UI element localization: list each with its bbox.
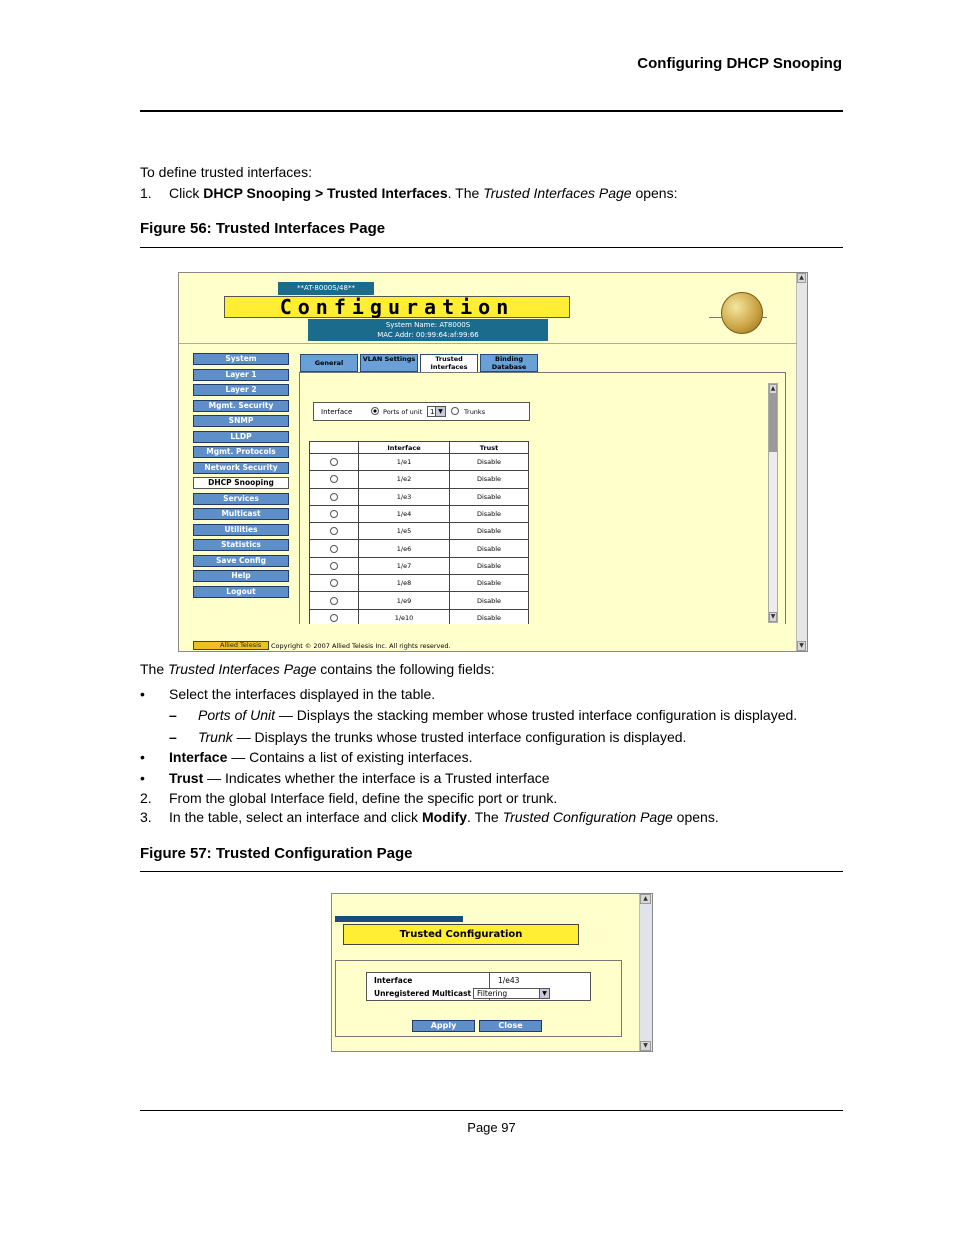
header-select	[310, 442, 359, 454]
row-trust: Disable	[450, 454, 529, 471]
title-accent-bar	[335, 916, 463, 922]
radio-unselected-icon	[330, 458, 338, 466]
menu-system[interactable]: System	[193, 353, 289, 365]
globe-logo-icon	[721, 292, 763, 334]
step-3	[140, 809, 719, 826]
header-separator	[179, 343, 797, 344]
intro-text: To define trusted interfaces:	[140, 164, 312, 180]
unit-select[interactable]	[427, 406, 446, 417]
trusted-config-form	[366, 972, 591, 1001]
row-interface: 1/e1	[359, 454, 450, 471]
table-clip	[299, 624, 786, 640]
ports-of-unit-label: Ports of unit	[383, 408, 423, 416]
interface-value: 1/e43	[498, 976, 520, 985]
bullet-2	[140, 749, 473, 766]
table-row	[310, 592, 529, 609]
bullet-1-text: Select the interfaces displayed in the table.	[169, 686, 436, 702]
menu-dhcp-snooping[interactable]: DHCP Snooping	[193, 477, 289, 489]
row-trust: Disable	[450, 609, 529, 626]
row-interface: 1/e10	[359, 609, 450, 626]
row-trust: Disable	[450, 523, 529, 540]
row-radio[interactable]	[310, 575, 359, 592]
ports-of-unit-radio[interactable]	[371, 407, 379, 415]
radio-unselected-icon	[330, 510, 338, 518]
trusted-configuration-screenshot	[331, 893, 653, 1052]
inner-scrollbar[interactable]	[768, 383, 778, 623]
table-row	[310, 557, 529, 574]
step-number: 2.	[140, 790, 152, 806]
row-radio[interactable]	[310, 592, 359, 609]
menu-mgmt-security[interactable]: Mgmt. Security	[193, 400, 289, 412]
radio-unselected-icon	[330, 614, 338, 622]
multicast-value: Filtering	[477, 989, 508, 998]
step-1	[140, 185, 678, 202]
menu-statistics[interactable]: Statistics	[193, 539, 289, 551]
radio-unselected-icon	[330, 545, 338, 553]
bullet-3	[140, 770, 550, 787]
bullet-1	[140, 686, 436, 703]
row-radio[interactable]	[310, 488, 359, 505]
trusted-interfaces-screenshot	[178, 272, 808, 652]
bullet-2-text: Interface — Contains a list of existing interfaces.	[169, 749, 473, 765]
menu-mgmt-protocols[interactable]: Mgmt. Protocols	[193, 446, 289, 458]
step-1-text: Click DHCP Snooping > Trusted Interfaces. The Trusted Interfaces Page opens:	[169, 185, 678, 201]
radio-unselected-icon	[451, 407, 459, 415]
trusted-interfaces-table	[309, 441, 529, 627]
table-row	[310, 471, 529, 488]
unit-value: 1	[430, 408, 435, 416]
row-trust: Disable	[450, 488, 529, 505]
radio-unselected-icon	[330, 493, 338, 501]
table-row	[310, 505, 529, 522]
step-2	[140, 790, 558, 807]
dash-item-1-text: Ports of Unit — Displays the stacking member whose trusted interface configuration is displayed.	[198, 707, 798, 723]
inner-scroll-thumb[interactable]	[769, 394, 777, 452]
row-interface: 1/e3	[359, 488, 450, 505]
menu-help[interactable]: Help	[193, 570, 289, 582]
radio-unselected-icon	[330, 597, 338, 605]
footer-rule	[140, 1110, 843, 1111]
radio-selected-icon	[371, 407, 379, 415]
allied-telesis-logo	[193, 641, 269, 650]
step-2-text: From the global Interface field, define the specific port or trunk.	[169, 790, 558, 806]
dash-item-2-text: Trunk — Displays the trunks whose trusted interface configuration is displayed.	[198, 729, 687, 745]
row-radio[interactable]	[310, 540, 359, 557]
radio-unselected-icon	[330, 475, 338, 483]
interface-label: Interface	[321, 408, 353, 416]
trunks-label: Trunks	[464, 408, 486, 416]
row-interface: 1/e8	[359, 575, 450, 592]
page-number: Page 97	[467, 1120, 516, 1135]
copyright-strip	[193, 640, 785, 652]
menu-services[interactable]: Services	[193, 493, 289, 505]
radio-unselected-icon	[330, 562, 338, 570]
bullet-icon: •	[140, 749, 145, 765]
row-interface: 1/e7	[359, 557, 450, 574]
step-3-text: In the table, select an interface and click Modify. The Trusted Configuration Page opens.	[169, 809, 719, 825]
row-trust: Disable	[450, 592, 529, 609]
row-trust: Disable	[450, 540, 529, 557]
fields-intro: The Trusted Interfaces Page contains the following fields:	[140, 661, 495, 677]
table-row	[310, 575, 529, 592]
figure-56-caption: Figure 56: Trusted Interfaces Page	[140, 220, 386, 237]
multicast-label: Unregistered Multicast	[374, 989, 472, 998]
step-number: 1.	[140, 185, 152, 201]
row-interface: 1/e5	[359, 523, 450, 540]
copyright-text: Copyright © 2007 Allied Telesis Inc. All rights reserved.	[271, 642, 451, 650]
header-trust: Trust	[450, 442, 529, 454]
menu-save-config[interactable]: Save Config	[193, 555, 289, 567]
table-row	[310, 488, 529, 505]
inner-scroll-up-icon[interactable]: ▲	[770, 385, 776, 392]
radio-unselected-icon	[330, 579, 338, 587]
row-trust: Disable	[450, 575, 529, 592]
chevron-down-icon: ▼	[539, 989, 549, 998]
menu-utilities[interactable]: Utilities	[193, 524, 289, 536]
interface-selector	[313, 402, 530, 421]
interface-label: Interface	[374, 976, 413, 985]
configuration-banner: Configuration	[224, 296, 570, 318]
inner-scroll-down-icon[interactable]: ▼	[770, 613, 776, 620]
menu-multicast[interactable]: Multicast	[193, 508, 289, 520]
row-radio[interactable]	[310, 505, 359, 522]
system-name: System Name: AT8000S	[385, 321, 471, 329]
header-rule	[140, 110, 843, 112]
menu-logout[interactable]: Logout	[193, 586, 289, 598]
chevron-down-icon: ▼	[435, 407, 445, 416]
tab-vlan-settings[interactable]: VLAN Settings	[360, 354, 418, 372]
table-header-row	[310, 442, 529, 454]
dash-item-2	[169, 729, 687, 746]
row-radio[interactable]	[310, 557, 359, 574]
row-trust: Disable	[450, 557, 529, 574]
table-row	[310, 454, 529, 471]
row-interface: 1/e4	[359, 505, 450, 522]
row-interface: 1/e9	[359, 592, 450, 609]
close-button[interactable]: Close	[479, 1020, 542, 1032]
tab-trusted-interfaces[interactable]: Trusted Interfaces	[420, 354, 478, 373]
system-info-bar	[308, 319, 548, 341]
mac-address: MAC Addr: 00:99:64:af:99:66	[377, 331, 479, 339]
menu-layer2[interactable]: Layer 2	[193, 384, 289, 396]
bullet-icon: •	[140, 686, 145, 702]
menu-layer1[interactable]: Layer 1	[193, 369, 289, 381]
radio-unselected-icon	[330, 527, 338, 535]
model-label: **AT-8000S/48**	[278, 282, 374, 295]
trusted-configuration-title: Trusted Configuration	[343, 924, 579, 945]
row-interface: 1/e6	[359, 540, 450, 557]
scroll-up-icon[interactable]: ▲	[640, 894, 651, 904]
bullet-icon: •	[140, 770, 145, 786]
dash-item-1	[169, 707, 798, 724]
trunks-radio[interactable]	[451, 407, 459, 415]
menu-lldp[interactable]: LLDP	[193, 431, 289, 443]
row-radio[interactable]	[310, 523, 359, 540]
figure-57-caption: Figure 57: Trusted Configuration Page	[140, 845, 413, 862]
caption-rule	[140, 247, 843, 248]
scroll-down-icon[interactable]: ▼	[797, 641, 806, 651]
tab-binding-database[interactable]: Binding Database	[480, 354, 538, 372]
outer-scrollbar[interactable]	[796, 273, 807, 651]
outer-scrollbar[interactable]	[639, 894, 652, 1051]
caption-rule	[140, 871, 843, 872]
row-radio[interactable]	[310, 471, 359, 488]
scroll-down-icon[interactable]: ▼	[640, 1041, 651, 1051]
tab-general[interactable]: General	[300, 354, 358, 372]
menu-network-security[interactable]: Network Security	[193, 462, 289, 474]
row-interface: 1/e2	[359, 471, 450, 488]
table-row	[310, 523, 529, 540]
header-interface: Interface	[359, 442, 450, 454]
row-trust: Disable	[450, 505, 529, 522]
menu-snmp[interactable]: SNMP	[193, 415, 289, 427]
apply-button[interactable]: Apply	[412, 1020, 475, 1032]
scroll-up-icon[interactable]: ▲	[797, 273, 806, 283]
dash-icon: –	[169, 707, 177, 723]
table-row	[310, 540, 529, 557]
multicast-select[interactable]	[473, 988, 550, 999]
dash-icon: –	[169, 729, 177, 745]
running-header: Configuring DHCP Snooping	[637, 55, 842, 72]
row-radio[interactable]	[310, 454, 359, 471]
row-trust: Disable	[450, 471, 529, 488]
logo-text: Allied Telesis	[220, 641, 262, 649]
bullet-3-text: Trust — Indicates whether the interface is a Trusted interface	[169, 770, 550, 786]
step-number: 3.	[140, 809, 152, 825]
